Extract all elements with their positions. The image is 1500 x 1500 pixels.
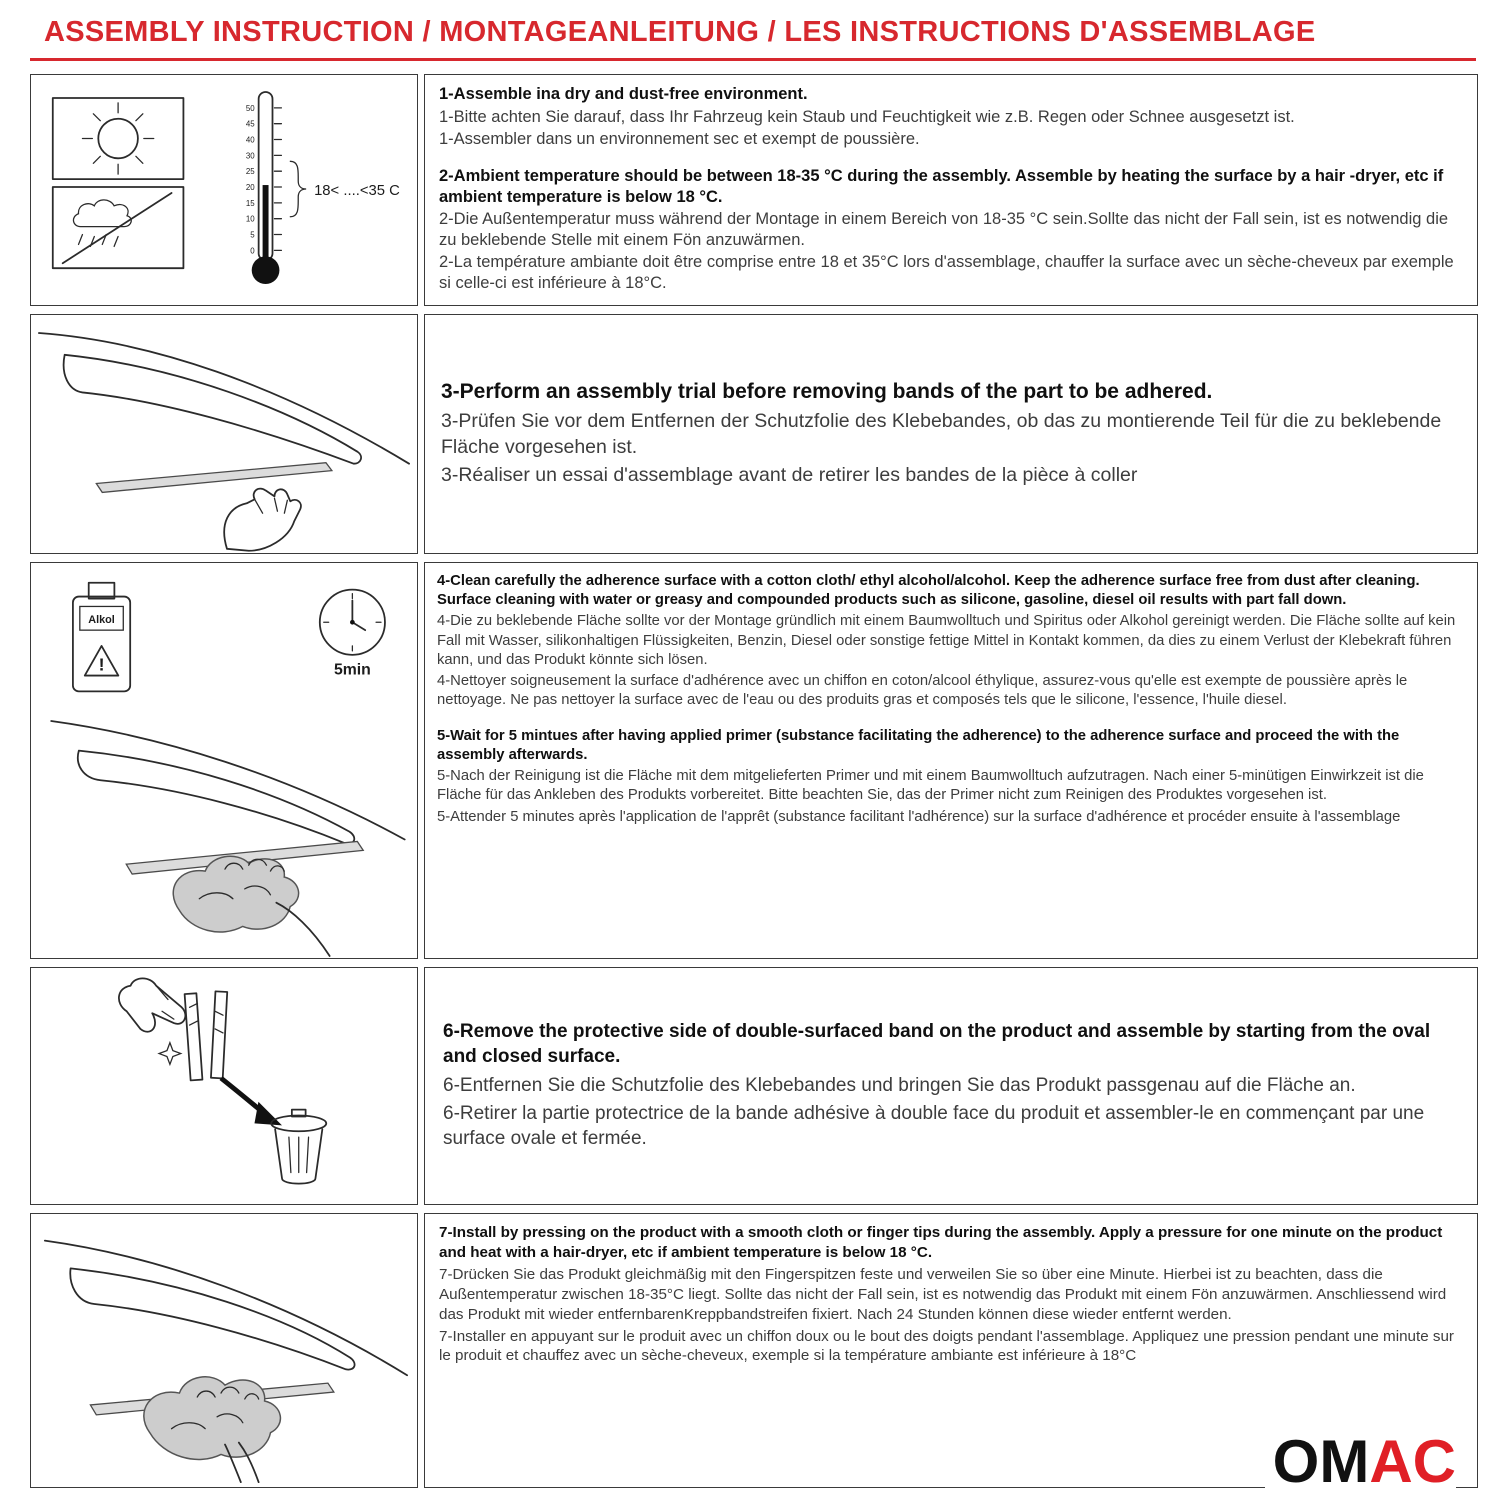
instruction-5-de: 5-Nach der Reinigung ist die Fläche mit dem mitgelieferten Primer und mit einem Baumwolltuch aufzutragen. Nach einer 5-minütigen Einwirkzeit ist die Fläche für das Ankleben des Produkts vorbereitet. Bitte beachten Sie, das der Primer nicht zum Reinigen des Produktes vorgesehen ist. [437,768,1424,804]
title-underline [30,58,1476,61]
instruction-1-fr: 1-Assembler dans un environnement sec et exempt de poussière. [439,130,920,149]
instruction-3-de: 3-Prüfen Sie vor dem Entfernen der Schutzfolie des Klebebandes, ob das zu montierende Teil für die zu beklebende Fläche vorgesehen ist. [441,410,1442,458]
svg-text:18< ....<35 C: 18< ....<35 C [314,182,400,199]
instruction-6-en: 6-Remove the protective side of double-surfaced band on the product and assemble by starting from the oval and closed surface. [443,1020,1431,1068]
instruction-7-en: 7-Install by pressing on the product with a smooth cloth or finger tips during the assembly. Apply a pressure for one minute on the product and heat with a hair-dryer, etc if ambient temperature is below 18 °C. [439,1224,1443,1261]
instruction-5-fr: 5-Attender 5 minutes après l'application de l'apprêt (substance facilitant l'adhérence) sur la surface d'adhérence et procéder ensuite à l'assemblage [437,808,1401,825]
instructions-3 [424,314,1478,554]
instruction-7-fr: 7-Installer en appuyant sur le produit avec un chiffon doux ou le bout des doigts pendant l'assemblage. Appliquez une pression pendant une minute sur le produit et chauffez avec un sèche-cheveux, exemple si la température ambiante est inférieure à 18°C [439,1327,1454,1365]
car-window-illustration [45,1241,407,1376]
instructions-6 [424,967,1478,1205]
remove-band-illustration [30,967,418,1205]
alcohol-bottle-icon [73,583,130,692]
instruction-6-fr: 6-Retirer la partie protectrice de la bande adhésive à double face du produit et assembler-le en commençant par une surface ovale et fermée. [443,1102,1425,1149]
instruction-7-de: 7-Drücken Sie das Produkt gleichmäßig mit den Fingerspitzen feste und verweilen Sie so über eine Minute. Hierbei ist zu beachten, dass die Außentemperatur zwischen 18-35°C liegt. Sollte das nicht der Fall sein, ist es notwendig das Produkt mit einem Fön anzuwärmen. Anschliessend wird das Produkt mit wieder entfernbarenKreppbandstreifen fixiert. Nach 24 Stunden können diese wieder entfernt werden. [439,1265,1447,1323]
instructions-4-5 [424,562,1478,959]
adhesive-strips-icon [185,991,228,1080]
section-press-install [30,1213,1478,1488]
no-rain-icon [53,187,184,268]
instruction-3-en: 3-Perform an assembly trial before removing bands of the part to be adhered. [441,379,1213,403]
instruction-6-de: 6-Entfernen Sie die Schutzfolie des Klebebandes und bringen Sie das Produkt passgenau auf die Fläche an. [443,1075,1356,1097]
svg-text:!: ! [98,654,105,675]
section-remove-band [30,967,1478,1205]
svg-text:20: 20 [245,183,255,192]
svg-text:40: 40 [245,135,255,145]
trim-strip [96,463,332,493]
car-window-illustration [51,721,405,844]
svg-text:30: 30 [245,151,255,161]
sun-icon [53,98,184,179]
instruction-5-en: 5-Wait for 5 mintues after having applied primer (substance facilitating the adherence) to the adherence surface and proceed the with the assembly afterwards. [437,727,1400,763]
instruction-4-en: 4-Clean carefully the adherence surface with a cotton cloth/ ethyl alcohol/alcohol. Keep the adherence surface free from dust after cleaning. Surface cleaning with water or greasy and compounded products such as silicone, gasoline, diesel oil results with part fall down. [437,573,1420,609]
section-clean-surface [30,562,1478,959]
instruction-2-de: 2-Die Außentemperatur muss während der Montage in einem Bereich von 18-35 °C sein.Sollte das nicht der Fall sein, ist es notwendig die zu beklebende Stelle mit einem Fön anzuwärmen. [439,210,1449,249]
instruction-2-en: 2-Ambient temperature should be between 18-35 °C during the assembly. Assemble by heating the surface by a hair -dryer, etc if ambient temperature is below 18 °C. [439,166,1444,206]
warning-icon [85,646,119,676]
cleaning-illustration [30,562,418,959]
trash-can-icon [271,1110,326,1184]
svg-text:0: 0 [250,246,255,256]
environment-illustration [30,74,418,306]
omac-logo-red: AC [1369,1428,1456,1495]
svg-text:Alkol: Alkol [88,614,115,627]
instruction-3-fr: 3-Réaliser un essai d'assemblage avant de retirer les bandes de la pièce à coller [441,463,1138,486]
instruction-1-en: 1-Assemble ina dry and dust-free environment. [439,85,808,103]
page-title: ASSEMBLY INSTRUCTION / MONTAGEANLEITUNG / LES INSTRUCTIONS D'ASSEMBLAGE [44,16,1316,48]
omac-logo [1265,1428,1456,1495]
arrow-icon [221,1078,282,1125]
clock-icon [320,590,385,679]
thermometer-icon [246,92,282,284]
instruction-1-de: 1-Bitte achten Sie darauf, dass Ihr Fahrzeug kein Staub und Feuchtigkeit wie z.B. Regen oder Schnee ausgesetzt ist. [439,107,1295,126]
section-assembly-trial [30,314,1478,554]
svg-text:25: 25 [245,167,255,177]
svg-text:10: 10 [245,214,255,224]
cloth-icon [144,1377,281,1460]
svg-text:5min: 5min [333,661,371,679]
section-environment [30,74,1478,306]
press-install-illustration [30,1213,418,1488]
car-window-illustration [39,333,409,464]
instructions-1-2 [424,74,1478,306]
svg-text:45: 45 [245,119,255,129]
hand-icon [119,978,185,1064]
svg-text:15: 15 [245,198,255,208]
trial-fit-illustration [30,314,418,554]
svg-text:50: 50 [245,103,255,113]
instruction-4-fr: 4-Nettoyer soigneusement la surface d'adhérence avec un chiffon en coton/alcool éthylique, assurez-vous qu'elle est exempte de poussière après le nettoyage. Ne pas nettoyer la surface avec de l'eau ou des produits gras et composés tels que le silicone, l'essence, l'huile diesel. [437,673,1408,709]
svg-text:5: 5 [250,230,255,240]
instruction-2-fr: 2-La température ambiante doit être comprise entre 18 et 35°C lors d'assemblage, chauffer la surface avec un sèche-cheveux par exemple si celle-ci est inférieure à 18°C. [439,253,1454,292]
hand-icon [224,489,301,551]
instruction-4-de: 4-Die zu beklebende Fläche sollte vor der Montage gründlich mit einem Baumwolltuch und Spiritus oder Alkohol gereinigt werden. Die Fläche sollte auf kein Fall mit Wasser, silikonhaltigen Flüssigkeiten, Benzin, Diesel oder sonstige fettige Mittel in Kontakt kommen, da dies zu einem Verlust der Klebekraft führen kann, und das Produkt könnte sich lösen. [437,613,1456,668]
temperature-range-label [290,161,400,216]
omac-logo-black: OM [1272,1428,1370,1495]
